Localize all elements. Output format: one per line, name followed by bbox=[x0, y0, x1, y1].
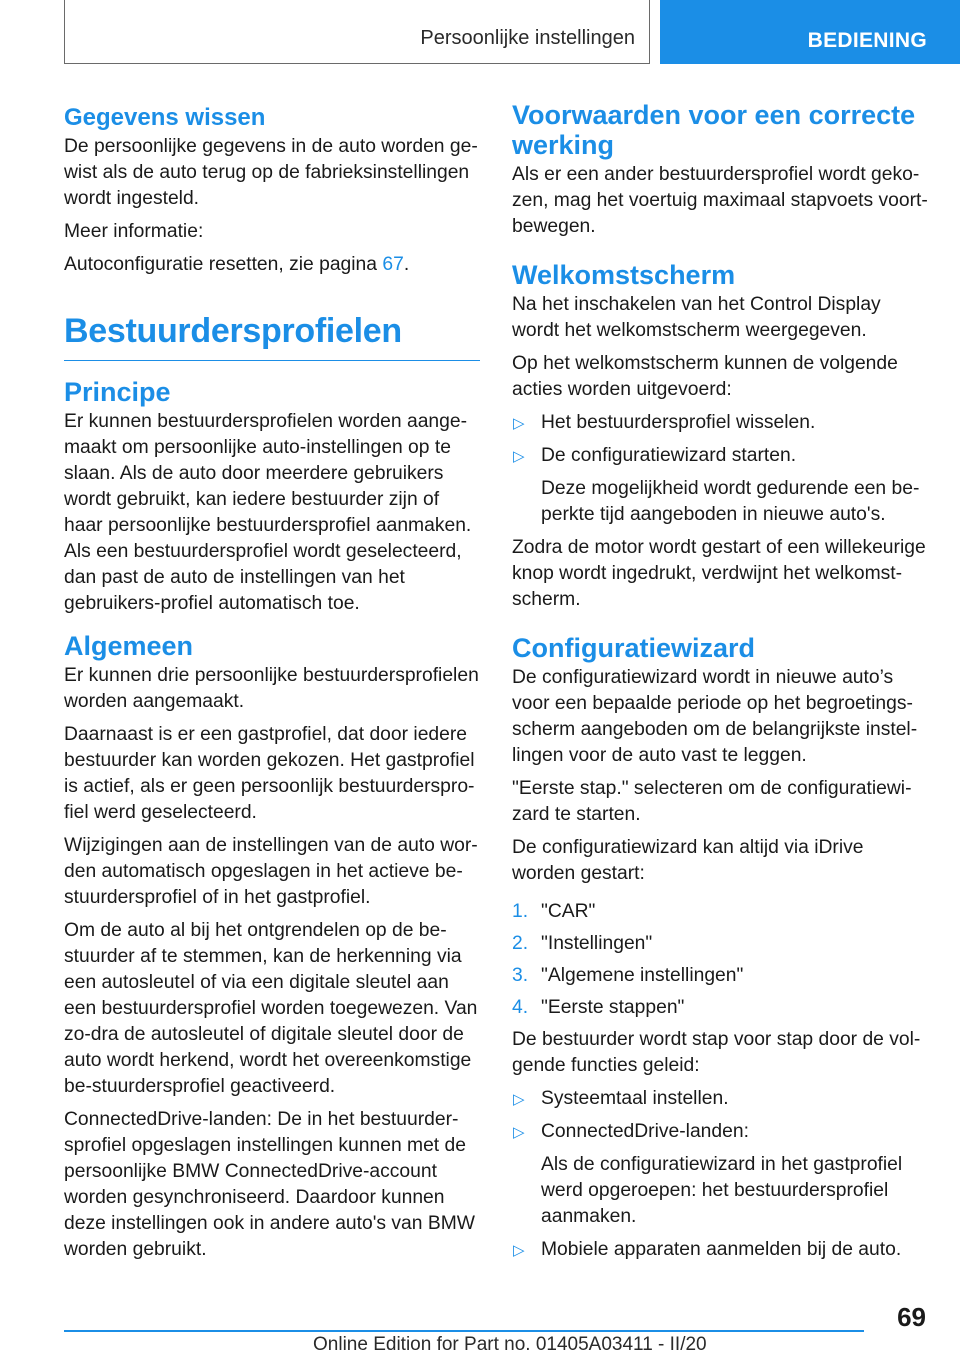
edition-footer: Online Edition for Part no. 01405A03411 - II/20 bbox=[313, 1334, 707, 1355]
reference-end: . bbox=[403, 254, 410, 275]
reference-text: Autoconfiguratie resetten, zie pagina bbox=[64, 254, 383, 275]
step-item bbox=[512, 995, 930, 1021]
paragraph: Wijzigingen aan de instellingen van de auto wor-den automatisch opgeslagen in het actieve be-stuurdersprofiel of in het gastprofiel. bbox=[64, 835, 478, 908]
section-title: Persoonlijke instellingen bbox=[420, 27, 635, 49]
step-text: "Algemene instellingen" bbox=[541, 965, 744, 986]
right-column bbox=[512, 100, 930, 1270]
paragraph: Na het inschakelen van het Control Display wordt het welkomstscherm weergegeven. bbox=[512, 294, 881, 341]
gegevens-heading: Gegevens wissen bbox=[64, 104, 266, 131]
step-number: 1. bbox=[512, 901, 529, 922]
paragraph: Daarnaast is er een gastprofiel, dat door iedere bestuurder kan worden gekozen. Het gastprofiel is actief, als er geen persoonlijk bestuurderspro-fiel werd geselecteerd. bbox=[64, 724, 475, 823]
paragraph: Als er een ander bestuurdersprofiel wordt geko-zen, mag het voertuig maximaal stapvoets voort-bewegen. bbox=[512, 164, 928, 237]
footer-divider bbox=[64, 1330, 864, 1332]
triangle-bullet-icon: ▷ bbox=[513, 415, 525, 432]
list-item bbox=[512, 410, 930, 436]
list-item bbox=[512, 1086, 930, 1112]
reference-paragraph bbox=[64, 252, 480, 278]
step-text: "Instellingen" bbox=[541, 933, 653, 954]
step-text: "CAR" bbox=[541, 901, 596, 922]
paragraph: Op het welkomstscherm kunnen de volgende acties worden uitgevoerd: bbox=[512, 353, 898, 400]
welkomstscherm-heading: Welkomstscherm bbox=[512, 260, 736, 290]
list-item bbox=[512, 1119, 930, 1145]
step-number: 2. bbox=[512, 933, 529, 954]
paragraph: Om de auto al bij het ontgrendelen op de be-stuurder af te stemmen, kan de herkenning via een autosleutel of via een digitale sleutel aan een bestuurdersprofiel worden toegewezen. Van zo-dra de autosleutel of digitale sleutel door de auto wordt herkend, wordt het overeenkomstige be-stuurdersprofiel geactiveerd. bbox=[64, 920, 478, 1097]
running-header bbox=[64, 0, 650, 64]
voorwaarden-heading: Voorwaarden voor een correcte werking bbox=[512, 100, 916, 160]
paragraph: ConnectedDrive-landen: De in het bestuurder-sprofiel opgeslagen instellingen kunnen met de persoonlijke BMW ConnectedDrive-account worden gesynchroniseerd. Daardoor kunnen deze instellingen ook in andere auto's van BMW worden gebruikt. bbox=[64, 1109, 475, 1260]
step-number: 3. bbox=[512, 965, 529, 986]
chapter-tab-label: BEDIENING bbox=[807, 29, 927, 52]
configuratiewizard-heading: Configuratiewizard bbox=[512, 633, 756, 663]
list-item-text: Mobiele apparaten aanmelden bij de auto. bbox=[541, 1239, 902, 1260]
list-item-text: ConnectedDrive-landen: bbox=[541, 1121, 749, 1142]
algemeen-heading: Algemeen bbox=[64, 631, 194, 661]
triangle-bullet-icon: ▷ bbox=[513, 1242, 525, 1259]
chapter-tab bbox=[660, 0, 960, 64]
left-column bbox=[64, 100, 480, 1270]
paragraph: "Eerste stap." selecteren om de configuratiewi-zard te starten. bbox=[512, 778, 912, 825]
list-item-text: Het bestuurdersprofiel wisselen. bbox=[541, 412, 816, 433]
paragraph: Er kunnen bestuurdersprofielen worden aange-maakt om persoonlijke auto-instellingen op te slaan. Als de auto door meerdere gebruikers wordt gebruikt, kan iedere bestuurder zijn of haar persoonlijke bestuurdersprofiel aanmaken. Als een bestuurdersprofiel wordt geselecteerd, dan past de auto de instellingen van het gebruikers-profiel automatisch toe. bbox=[64, 411, 472, 614]
step-text: "Eerste stappen" bbox=[541, 997, 685, 1018]
list-item bbox=[512, 443, 930, 469]
list-item-text: Systeemtaal instellen. bbox=[541, 1088, 729, 1109]
paragraph: De configuratiewizard wordt in nieuwe auto’s voor een bepaalde periode op het begroetings-scherm aangeboden om de belangrijkste instel-lingen voor de auto vast te leggen. bbox=[512, 667, 918, 766]
list-item-note: Als de configuratiewizard in het gastprofiel werd opgeroepen: het bestuurdersprofiel aanmaken. bbox=[541, 1154, 903, 1227]
step-number: 4. bbox=[512, 997, 529, 1018]
step-item bbox=[512, 899, 930, 925]
principe-heading: Principe bbox=[64, 377, 171, 407]
steps-list bbox=[512, 899, 930, 1021]
page-link[interactable]: 67 bbox=[382, 254, 404, 275]
paragraph: De persoonlijke gegevens in de auto worden ge-wist als de auto terug op de fabrieksinstellingen wordt ingesteld. bbox=[64, 136, 478, 209]
step-item bbox=[512, 963, 930, 989]
paragraph: Meer informatie: bbox=[64, 221, 204, 242]
triangle-bullet-icon: ▷ bbox=[513, 1124, 525, 1141]
chapter-heading: Bestuurdersprofielen bbox=[64, 312, 480, 361]
page-number: 69 bbox=[897, 1302, 926, 1332]
triangle-bullet-icon: ▷ bbox=[513, 448, 525, 465]
paragraph: De bestuurder wordt stap voor stap door de vol-gende functies geleid: bbox=[512, 1029, 921, 1076]
paragraph: Zodra de motor wordt gestart of een willekeurige knop wordt ingedrukt, verdwijnt het welkomst-scherm. bbox=[512, 537, 926, 610]
list-item-text: De configuratiewizard starten. bbox=[541, 445, 797, 466]
triangle-bullet-icon: ▷ bbox=[513, 1091, 525, 1108]
paragraph: De configuratiewizard kan altijd via iDrive worden gestart: bbox=[512, 837, 864, 884]
list-item bbox=[512, 1237, 930, 1263]
list-item-note: Deze mogelijkheid wordt gedurende een be-perkte tijd aangeboden in nieuwe auto's. bbox=[541, 478, 920, 525]
paragraph: Er kunnen drie persoonlijke bestuurdersprofielen worden aangemaakt. bbox=[64, 665, 479, 712]
step-item bbox=[512, 931, 930, 957]
